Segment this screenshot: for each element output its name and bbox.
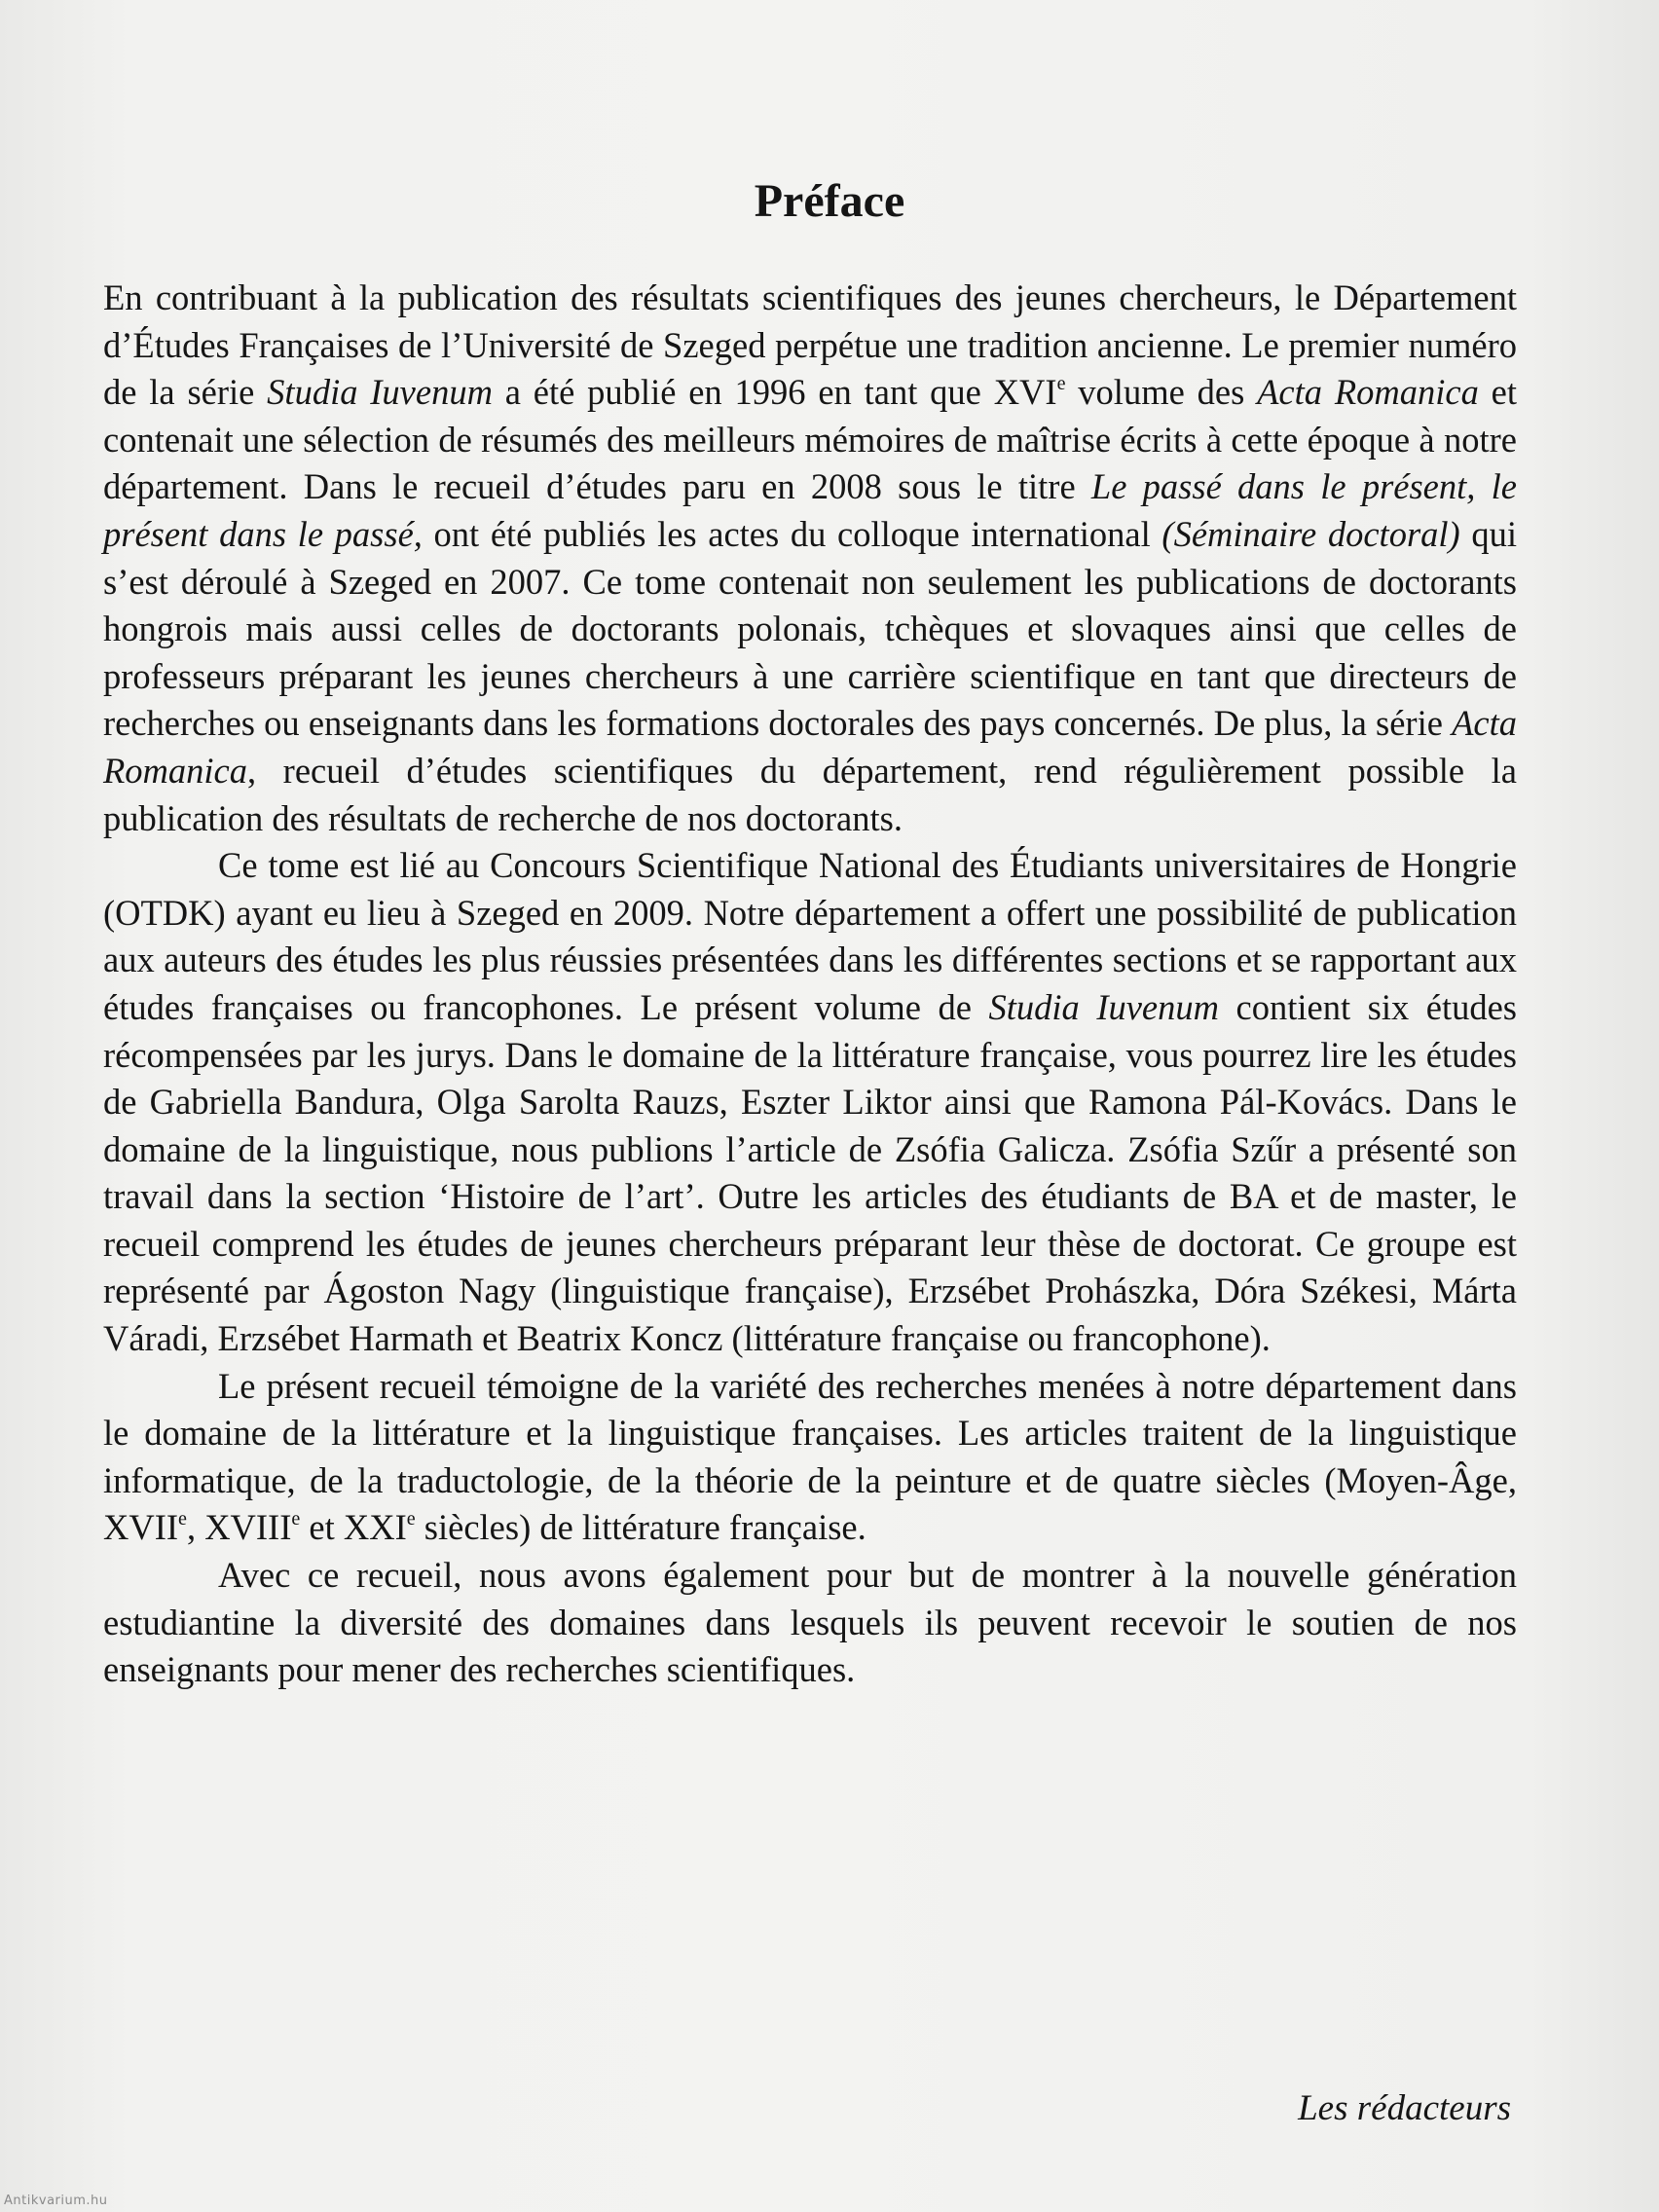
ordinal-superscript: e [1056,373,1066,395]
paragraph-text-span: Avec ce recueil, nous avons également pour but de montrer à la nouvelle génération estudiantine la diversité des domaines dans lesquels ils peuvent recevoir le soutien de nos enseignants pour mener des recherches scientifiques. [103,1555,1517,1690]
italic-title-span: Le passé dans le présent, le présent dans le passé, [103,466,1517,554]
paragraph-text-span: En contribuant à la publication des résultats scientifiques des jeunes chercheurs, le Département d’Études Françaises de l’Université de Szeged perpétue une tradition ancienne. Le premier numéro de la série [103,277,1517,413]
italic-title-span: Acta Romanica [1257,372,1479,413]
paragraph-text-span: siècles) de littérature française. [415,1507,866,1548]
paragraph-text-span: , recueil d’études scientifiques du département, rend régulièrement possible la publication des résultats de recherche de nos doctorants. [103,750,1517,838]
italic-title-span: Studia Iuvenum [988,986,1219,1027]
paragraph-text-span: qui s’est déroulé à Szeged en 2007. Ce tome contenait non seulement les publications de doctorants hongrois mais aussi celles de doctorants polonais, tchèques et slovaques ainsi que celles de professeurs préparant les jeunes chercheurs à une carrière scientifique en tant que directeurs de recherches ou enseignants dans les formations doctorales des pays concernés. De plus, la série [103,513,1517,744]
preface-paragraph [103,1363,1517,1552]
page-title: Préface [754,175,905,227]
paragraph-text-span: , XVIII [186,1507,292,1548]
paragraph-text-span: a été publié en 1996 en tant que XVI [492,372,1057,413]
preface-body [103,275,1517,1694]
paragraph-text-span: volume des [1065,372,1258,413]
paragraph-text-span: ont été publiés les actes du colloque international [422,513,1162,554]
watermark-text: Antikvarium.hu [4,2194,108,2208]
paragraph-text-span: et contenait une sélection de résumés des meilleurs mémoires de maîtrise écrits à cette époque à notre département. Dans le recueil d’études paru en 2008 sous le titre [103,372,1517,507]
preface-paragraph [103,1552,1517,1694]
italic-title-span: Studia Iuvenum [267,372,493,413]
paragraph-text-span: et XXI [300,1507,407,1548]
ordinal-superscript: e [291,1508,301,1530]
ordinal-superscript: e [406,1508,416,1530]
preface-paragraph [103,275,1517,842]
signature: Les rédacteurs [1298,2088,1511,2128]
paragraph-text-span: Ce tome est lié au Concours Scientifique National des Étudiants universitaires de Hongrie (OTDK) ayant eu lieu à Szeged en 2009. Notre département a offert une possibilité de publication aux auteurs des études les plus réussies présentées dans les différentes sections et se rapportant aux études françaises ou francophones. Le présent volume de [103,845,1517,1027]
paragraph-text-span: contient six études récompensées par les jurys. Dans le domaine de la littérature française, vous pourrez lire les études de Gabriella Bandura, Olga Sarolta Rauzs, Eszter Liktor ainsi que Ramona Pál-Kovács. Dans le domaine de la linguistique, nous publions l’article de Zsófia Galicza. Zsófia Szűr a présenté son travail dans la section ‘Histoire de l’art’. Outre les articles des étudiants de BA et de master, le recueil comprend les études de jeunes chercheurs préparant leur thèse de doctorat. Ce groupe est représenté par Ágoston Nagy (linguistique française), Erzsébet Prohászka, Dóra Székesi, Márta Váradi, Erzsébet Harmath et Beatrix Koncz (littérature française ou francophone). [103,986,1517,1359]
italic-title-span: Acta Romanica [103,703,1517,791]
paragraph-text-span: Le présent recueil témoigne de la variété des recherches menées à notre département dans le domaine de la littérature et la linguistique françaises. Les articles traitent de la linguistique informatique, de la traductologie, de la théorie de la peinture et de quatre siècles (Moyen-Âge, XVII [103,1365,1517,1548]
preface-paragraph [103,842,1517,1363]
italic-title-span: (Séminaire doctoral) [1161,513,1460,554]
ordinal-superscript: e [178,1508,187,1530]
